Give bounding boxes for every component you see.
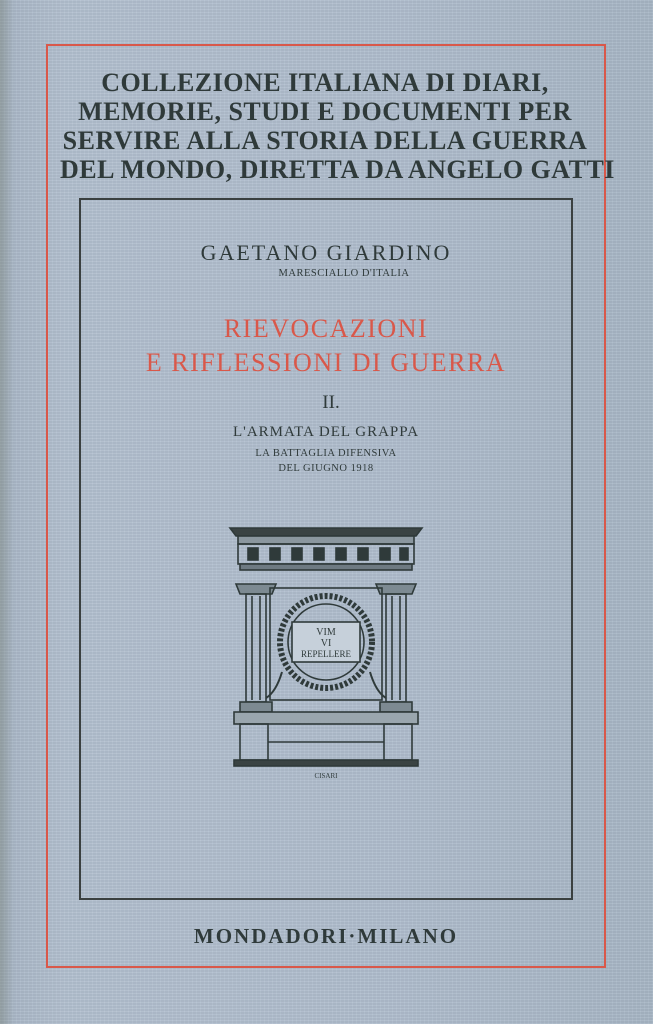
engraver-signature: CISARI bbox=[314, 772, 338, 780]
author-rank: MARESCIALLO D'ITALIA bbox=[278, 268, 410, 279]
volume-number: II. bbox=[322, 392, 340, 413]
title-line-2: E RIFLESSIONI DI GUERRA bbox=[145, 348, 507, 377]
volume-subtitle: L'ARMATA DEL GRAPPA bbox=[232, 424, 420, 440]
publisher-imprint: MONDADORI·MILANO bbox=[193, 924, 459, 948]
book-title bbox=[79, 312, 573, 380]
motto-line-2: VI bbox=[320, 638, 332, 649]
battle-line-1: LA BATTAGLIA DIFENSIVA bbox=[255, 448, 397, 459]
series-line: COLLEZIONE ITALIANA DI DIARI, bbox=[101, 68, 549, 97]
title-line-1: RIEVOCAZIONI bbox=[223, 314, 429, 343]
motto-line-3: REPELLERE bbox=[301, 649, 351, 659]
motto-line-1: VIM bbox=[316, 627, 336, 638]
spine-shadow bbox=[0, 0, 14, 1024]
battle-caption bbox=[79, 446, 573, 476]
author-name: GAETANO GIARDINO bbox=[200, 240, 452, 265]
series-heading bbox=[60, 68, 615, 184]
architectural-emblem-icon bbox=[226, 522, 426, 782]
battle-line-2: DEL GIUGNO 1918 bbox=[278, 463, 374, 474]
series-line: DEL MONDO, DIRETTA DA ANGELO GATTI bbox=[60, 155, 615, 184]
series-line: SERVIRE ALLA STORIA DELLA GUERRA bbox=[62, 126, 588, 155]
series-line: MEMORIE, STUDI E DOCUMENTI PER bbox=[78, 97, 572, 126]
